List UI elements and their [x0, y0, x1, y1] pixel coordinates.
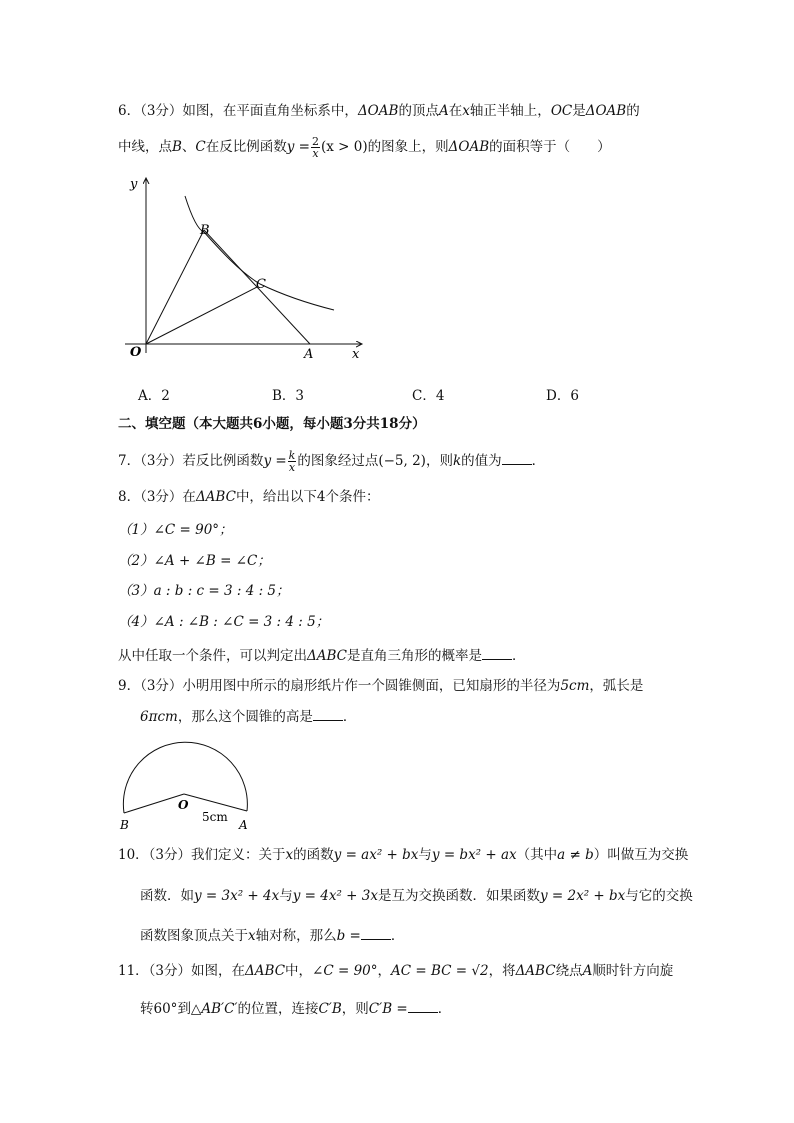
q7-text: 的值为 [461, 453, 502, 469]
q9-text: ，弧长是 [589, 678, 644, 694]
q10-text: 与 [279, 888, 293, 904]
q8-text: 8．（3分）在 [118, 489, 196, 505]
q11-text: ， [377, 963, 391, 979]
q11-text: 的位置，连接 [237, 1001, 319, 1017]
q11-point-a: A [582, 963, 593, 979]
q7-text: ． [531, 453, 546, 469]
q11-answer-blank[interactable] [408, 998, 438, 1013]
q6-text: 的 [626, 103, 640, 119]
q10-func-4: y = 4x² + 3x [292, 888, 378, 904]
q8-condition-3: （3）a : b : c = 3 : 4 : 5； [118, 583, 290, 599]
q6-text: 6．（3分）如图，在平面直角坐标系中， [118, 103, 358, 119]
q6-line-2 [118, 136, 611, 159]
q6-text: 、 [181, 139, 196, 155]
section-2-title: 二、填空题（本大题共6小题，每小题3分共18分） [118, 416, 426, 432]
sector-radius-ob [124, 794, 184, 813]
q10-var-x: x [248, 928, 256, 944]
q6-text: 的面积等于（ ） [489, 139, 611, 155]
q9-line-2 [140, 706, 356, 727]
q8-text: 中，给出以下4个条件： [235, 489, 380, 505]
label-b: B [120, 818, 129, 832]
q10-func-1: y = ax² + bx [333, 847, 419, 863]
q8-text: ． [512, 648, 526, 664]
q10-text: 轴对称，那么 [255, 928, 337, 944]
q9-text: 9．（3分）小明用图中所示的扇形纸片作一个圆锥侧面，已知扇形的半径为 [118, 678, 561, 694]
q11-line-1 [118, 961, 673, 981]
q7-line [118, 450, 545, 473]
q8-condition-4: （4）∠A : ∠B : ∠C = 3 : 4 : 5； [118, 614, 330, 630]
q6-graph [110, 168, 380, 368]
q10-line-3 [140, 925, 404, 946]
q8-text: 从中任取一个条件，可以判定出 [118, 648, 307, 664]
q8-triangle: ΔABC [307, 648, 347, 664]
q10-var-b: b = [336, 928, 361, 944]
q7-point: (−5, 2) [378, 453, 426, 469]
q6-segment-oc: OC [550, 103, 573, 119]
q6-triangle: ΔOAB [585, 103, 627, 119]
q10-var-x: x [285, 847, 294, 863]
q7-fraction [288, 450, 297, 473]
q6-domain: (x > 0) [321, 139, 368, 155]
q11-degrees: 60° [153, 1001, 178, 1017]
q11-text: 绕点 [555, 963, 583, 979]
q6-text: 中线，点 [118, 139, 172, 155]
q11-rotated-triangle: AB′C′ [201, 1001, 238, 1017]
q7-var-k: k [452, 453, 462, 469]
q11-angle: ∠C = 90° [312, 963, 378, 979]
q10-func-3: y = 3x² + 4x [194, 888, 280, 904]
q10-text: 函数．如 [140, 888, 194, 904]
q6-var-x: x [462, 103, 470, 119]
q9-radius: 5cm [560, 678, 590, 694]
q6-frac-num: 2 [312, 135, 319, 148]
q9-answer-blank[interactable] [313, 706, 343, 721]
q9-text: ，那么这个圆锥的高是 [177, 709, 313, 725]
q11-segment: C′B = [368, 1001, 408, 1017]
q6-point-c: C [195, 139, 206, 155]
q7-answer-blank[interactable] [502, 450, 532, 465]
q8-line [118, 487, 380, 507]
q7-func-y: y = [263, 453, 287, 469]
q9-line-1 [118, 676, 643, 696]
q6-triangle: ΔOAB [357, 103, 399, 119]
q10-answer-blank[interactable] [361, 925, 391, 940]
q11-text: 11．（3分）如图，在 [118, 963, 246, 979]
q6-text: 的顶点 [398, 103, 439, 119]
label-x: x [352, 347, 360, 362]
q10-func-5: y = 2x² + bx [539, 888, 626, 904]
label-a: A [239, 818, 248, 832]
q6-func-y: y = [286, 139, 310, 155]
q6-option-c[interactable]: C．4 [412, 388, 445, 404]
q6-fraction [311, 136, 320, 159]
q11-text: ，则 [341, 1001, 369, 1017]
q7-text: ，则 [425, 453, 453, 469]
q7-text: 7．（3分）若反比例函数 [118, 453, 264, 469]
q10-text: ． [390, 928, 405, 944]
q6-triangle: ΔOAB [448, 139, 490, 155]
q6-frac-den: x [312, 147, 319, 160]
q10-text: （其中 [516, 847, 558, 863]
q6-option-b[interactable]: B．3 [272, 388, 305, 404]
q11-text: ，将 [488, 963, 516, 979]
q10-text: 是互为交换函数．如果函数 [377, 888, 540, 904]
q11-text: 到△ [177, 1001, 202, 1017]
q8-answer-blank[interactable] [482, 645, 512, 660]
label-y: y [130, 177, 138, 192]
segment-ob [146, 230, 204, 344]
q10-func-2: y = bx² + ax [431, 847, 517, 863]
q7-text: 的图象经过点 [297, 453, 379, 469]
q11-line-2 [140, 998, 451, 1019]
q8-condition-1: （1）∠C = 90°； [118, 522, 233, 538]
q9-text: ． [342, 709, 357, 725]
q10-text: ）叫做互为交换 [593, 847, 689, 863]
hyperbola-curve [185, 196, 334, 310]
q9-arc-length: 6πcm [140, 709, 178, 725]
q6-text: 轴正半轴上， [469, 103, 551, 119]
q6-option-a[interactable]: A．2 [138, 388, 170, 404]
q10-text: 的函数 [293, 847, 334, 863]
q6-text: 是 [572, 103, 586, 119]
q6-text: 在反比例函数 [205, 139, 287, 155]
q8-triangle: ΔABC [195, 489, 236, 505]
sector-radius-oa [184, 794, 247, 811]
q7-frac-den: x [288, 461, 296, 474]
q11-triangle: ΔABC [245, 963, 286, 979]
segment-oc [146, 287, 257, 344]
q6-point-a: A [438, 103, 449, 119]
q10-line-2 [140, 886, 693, 906]
q8-text: 是直角三角形的概率是 [347, 648, 482, 664]
label-b: B [200, 223, 210, 238]
q10-text: 与 [418, 847, 432, 863]
q11-text: 顺时针方向旋 [592, 963, 674, 979]
q6-text: 的图象上，则 [367, 139, 449, 155]
label-o: O [178, 798, 189, 812]
q8-last-line [118, 645, 526, 666]
q10-line-1 [118, 845, 688, 865]
q6-point-b: B [172, 139, 182, 155]
q6-text: 在 [448, 103, 463, 119]
label-radius: 5cm [202, 810, 228, 824]
label-o: O [130, 345, 142, 360]
q10-text: 与它的交换 [625, 888, 693, 904]
label-a: A [304, 347, 314, 362]
q9-sector-figure [112, 728, 262, 834]
q10-text: 10．（3分）我们定义：关于 [118, 847, 286, 863]
q8-condition-2: （2）∠A + ∠B = ∠C； [118, 553, 271, 569]
q6-line-1 [118, 101, 640, 121]
q11-segment: C′B [318, 1001, 342, 1017]
label-c: C [256, 277, 266, 292]
q11-text: 转 [140, 1001, 154, 1017]
q10-condition: a ≠ b [557, 847, 594, 863]
q7-frac-num: k [288, 449, 296, 462]
q6-option-d[interactable]: D．6 [546, 388, 579, 404]
q11-text: 中， [285, 963, 313, 979]
q10-text: 函数图象顶点关于 [140, 928, 248, 944]
q11-text: ． [437, 1001, 452, 1017]
q11-triangle: ΔABC [515, 963, 556, 979]
q11-sides: AC = BC = √2 [391, 963, 489, 979]
